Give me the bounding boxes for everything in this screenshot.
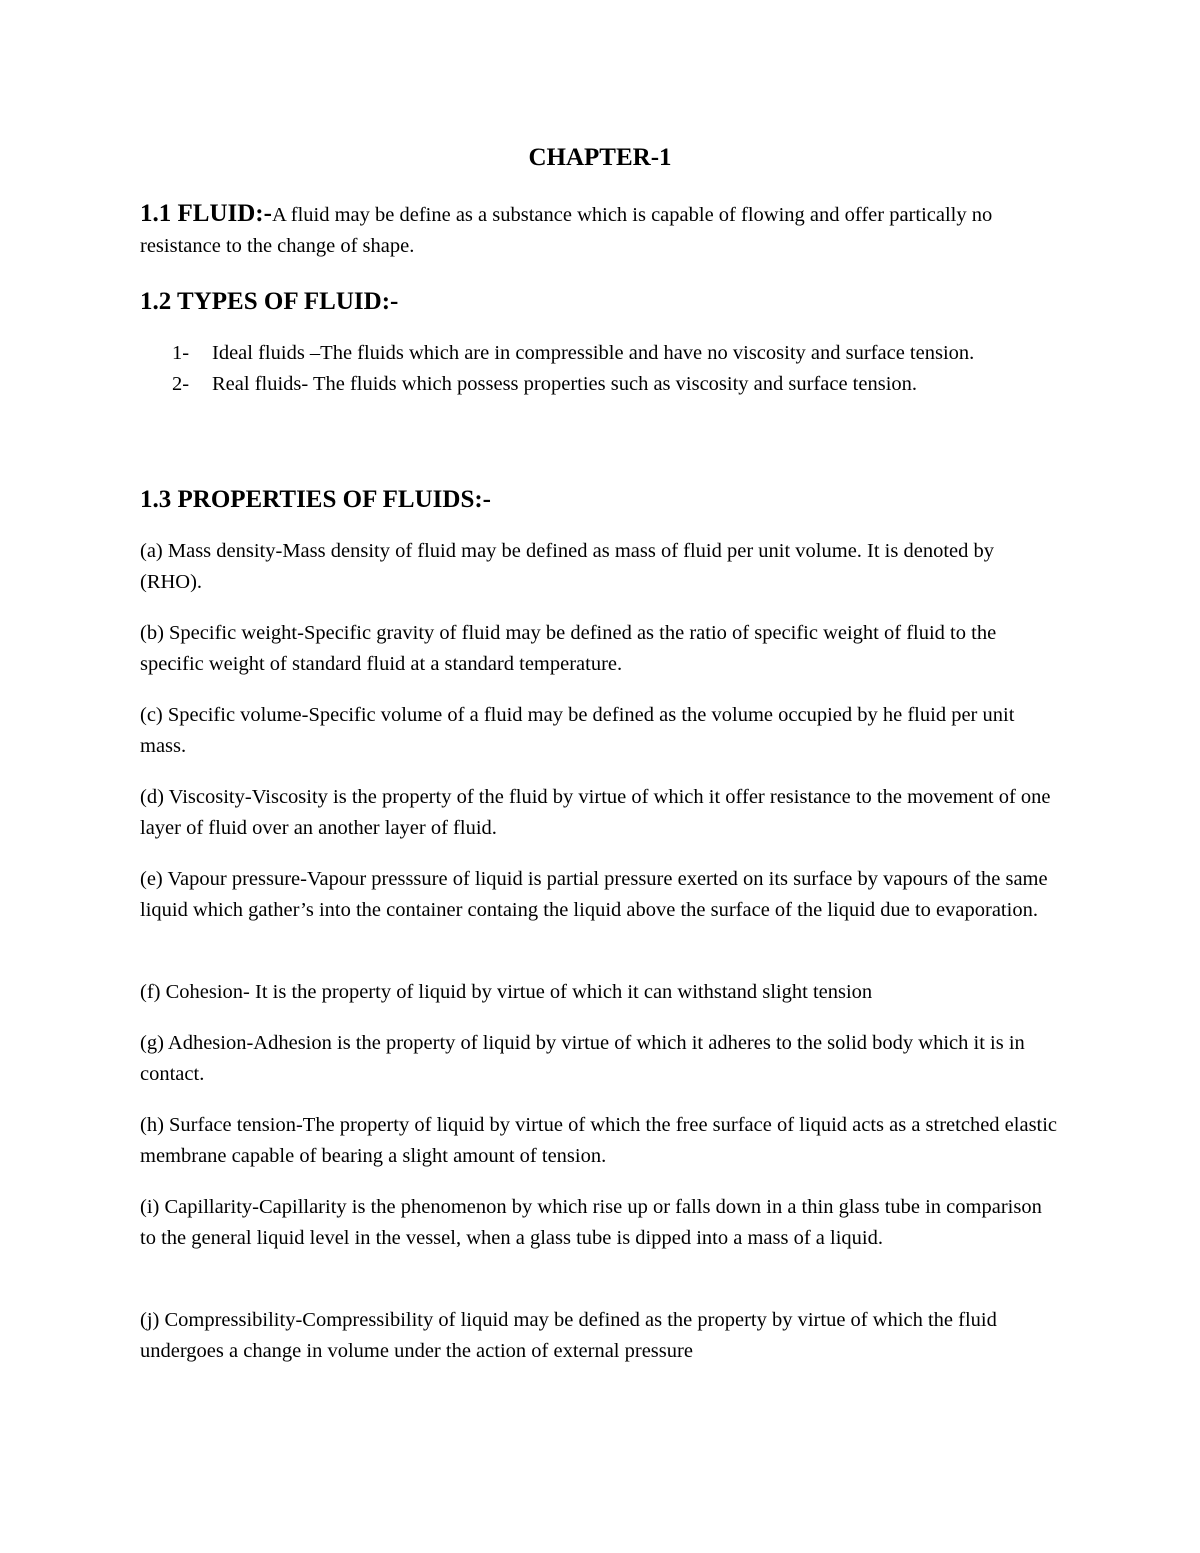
list-item-text: Ideal fluids –The fluids which are in compressible and have no viscosity and surface tension. bbox=[212, 342, 975, 364]
section-types-heading: 1.2 TYPES OF FLUID:- bbox=[140, 288, 399, 315]
property-item: (e) Vapour pressure-Vapour presssure of liquid is partial pressure exerted on its surface by vapours of the same liquid which gather’s into the container containg the liquid above the surface of the liquid due to evaporation. bbox=[140, 868, 1048, 921]
section-fluid bbox=[140, 198, 1060, 262]
list-item bbox=[140, 369, 1060, 400]
section-fluid-heading: 1.1 FLUID:- bbox=[140, 200, 272, 227]
list-item-number: 1- bbox=[172, 342, 190, 364]
property-item: (b) Specific weight-Specific gravity of fluid may be defined as the ratio of specific weight of fluid to the specific weight of standard fluid at a standard temperature. bbox=[140, 622, 997, 675]
property-item: (j) Compressibility-Compressibility of liquid may be defined as the property by virtue of which the fluid undergoes a change in volume under the action of external pressure bbox=[140, 1309, 997, 1362]
section-properties-heading: 1.3 PROPERTIES OF FLUIDS:- bbox=[140, 486, 492, 513]
property-item: (h) Surface tension-The property of liquid by virtue of which the free surface of liquid acts as a stretched elastic membrane capable of bearing a slight amount of tension. bbox=[140, 1114, 1058, 1167]
property-item: (d) Viscosity-Viscosity is the property of the fluid by virtue of which it offer resistance to the movement of one layer of fluid over an another layer of fluid. bbox=[140, 786, 1051, 839]
property-item: (f) Cohesion- It is the property of liquid by virtue of which it can withstand slight tension bbox=[140, 981, 873, 1003]
list-item-text: Real fluids- The fluids which possess properties such as viscosity and surface tension. bbox=[212, 373, 918, 395]
property-item: (a) Mass density-Mass density of fluid may be defined as mass of fluid per unit volume. It is denoted by (RHO). bbox=[140, 540, 995, 593]
property-item: (i) Capillarity-Capillarity is the phenomenon by which rise up or falls down in a thin glass tube in comparison to the general liquid level in the vessel, when a glass tube is dipped into a mass of a liquid. bbox=[140, 1196, 1042, 1249]
chapter-title: CHAPTER-1 bbox=[528, 144, 672, 171]
property-item: (c) Specific volume-Specific volume of a fluid may be defined as the volume occupied by he fluid per unit mass. bbox=[140, 704, 1015, 757]
section-fluid-text: A fluid may be define as a substance which is capable of flowing and offer partically no resistance to the change of shape. bbox=[140, 204, 993, 257]
list-item-number: 2- bbox=[172, 373, 190, 395]
property-item: (g) Adhesion-Adhesion is the property of liquid by virtue of which it adheres to the solid body which it is in contact. bbox=[140, 1032, 1025, 1085]
types-list bbox=[140, 338, 1060, 400]
list-item bbox=[140, 338, 1060, 369]
